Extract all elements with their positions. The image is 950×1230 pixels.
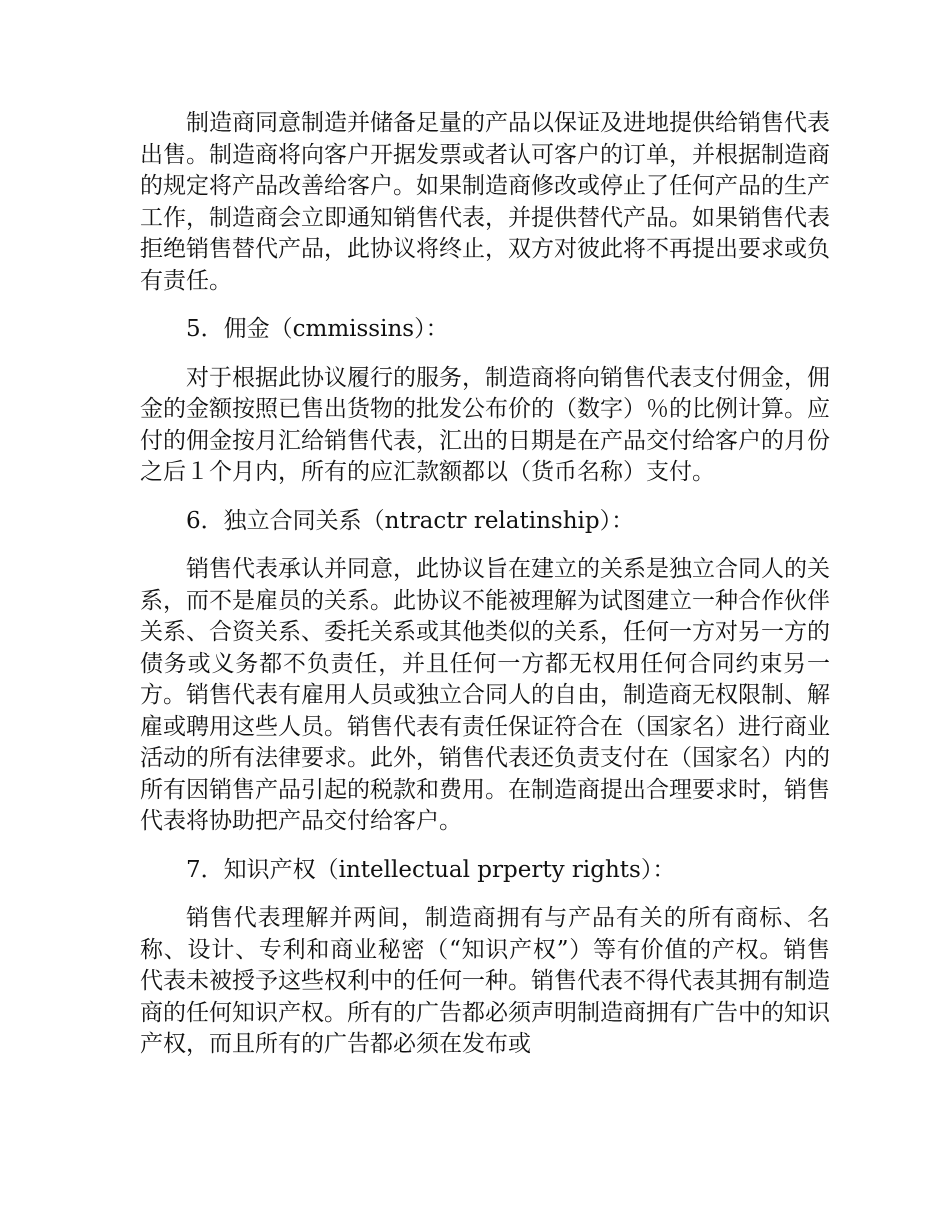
section-heading-commissions: 5．佣金（cmmissins）：: [186, 316, 449, 342]
document-body: [140, 108, 830, 1078]
paragraph-manufacturer-supply: 制造商同意制造并储备足量的产品以保证及进地提供给销售代表出售。制造商将向客户开据发票或者认可客户的订单，并根据制造商的规定将产品改善给客户。如果制造商修改或停止了任何产品的生产工作，制造商会立即通知销售代表，并提供替代产品。如果销售代表拒绝销售替代产品，此协议将终止，双方对彼此将不再提出要求或负有责任。: [140, 110, 830, 294]
paragraph-independent-contractor: 销售代表承认并同意，此协议旨在建立的关系是独立合同人的关系，而不是雇员的关系。此协议不能被理解为试图建立一种合作伙伴关系、合资关系、委托关系或其他类似的关系，任何一方对另一方的债务或义务都不负责任，并且任何一方都无权用任何合同约束另一方。销售代表有雇用人员或独立合同人的自由，制造商无权限制、解雇或聘用这些人员。销售代表有责任保证符合在（国家名）进行商业活动的所有法律要求。此外，销售代表还负责支付在（国家名）内的所有因销售产品引起的税款和费用。在制造商提出合理要求时，销售代表将协助把产品交付给客户。: [140, 556, 830, 834]
section-heading-intellectual-property: 7．知识产权（intellectual prperty rights）：: [186, 856, 676, 883]
paragraph-commissions: 对于根据此协议履行的服务，制造商将向销售代表支付佣金，佣金的金额按照已售出货物的批发公布价的（数字）％的比例计算。应付的佣金按月汇给销售代表，汇出的日期是在产品交付给客户的月份之后１个月内，所有的应汇款额都以（货币名称）支付。: [140, 364, 830, 485]
section-heading-independent-contractor: 6．独立合同关系（ntractr relatinship）：: [186, 507, 635, 534]
paragraph-intellectual-property: 销售代表理解并两间，制造商拥有与产品有关的所有商标、名称、设计、专利和商业秘密（“知识产权”）等有价值的产权。销售代表未被授予这些权利中的任何一种。销售代表不得代表其拥有制造商的任何知识产权。所有的广告都必须声明制造商拥有广告中的知识产权，而且所有的广告都必须在发布或: [140, 905, 830, 1057]
